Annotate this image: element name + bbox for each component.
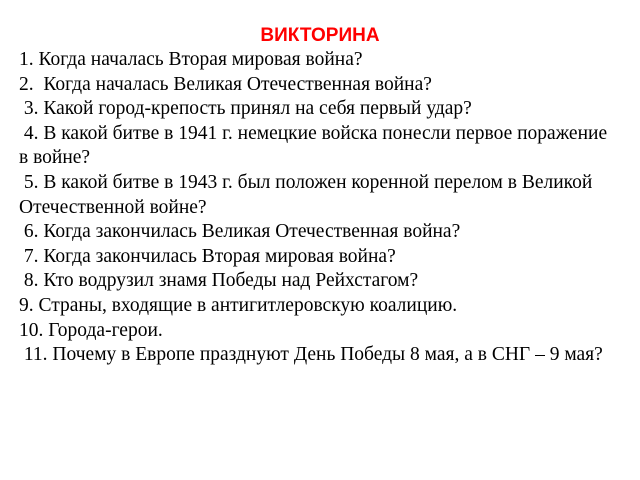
question-item: 4. В какой битве в 1941 г. немецкие войска понесли первое поражение в войне? [19, 122, 612, 169]
question-item: 2. Когда началась Великая Отечественная война? [19, 73, 432, 95]
question-item: 3. Какой город-крепость принял на себя первый удар? [19, 98, 472, 120]
question-item: 7. Когда закончилась Вторая мировая война? [19, 245, 396, 267]
question-list [19, 48, 619, 368]
quiz-title: ВИКТОРИНА [260, 25, 380, 46]
question-item: 8. Кто водрузил знамя Победы над Рейхстагом? [19, 270, 419, 292]
question-item: 1. Когда началась Вторая мировая война? [19, 49, 363, 70]
question-item: 5. В какой битве в 1943 г. был положен коренной перелом в Великой Отечественной войне? [19, 171, 598, 218]
question-item: 9. Страны, входящие в антигитлеровскую коалицию. [19, 294, 458, 316]
question-item: 10. Города-герои. [19, 319, 163, 341]
question-item: 6. Когда закончилась Великая Отечественная война? [19, 221, 461, 243]
question-item: 11. Почему в Европе празднуют День Победы 8 мая, а в СНГ – 9 мая? [19, 344, 603, 366]
